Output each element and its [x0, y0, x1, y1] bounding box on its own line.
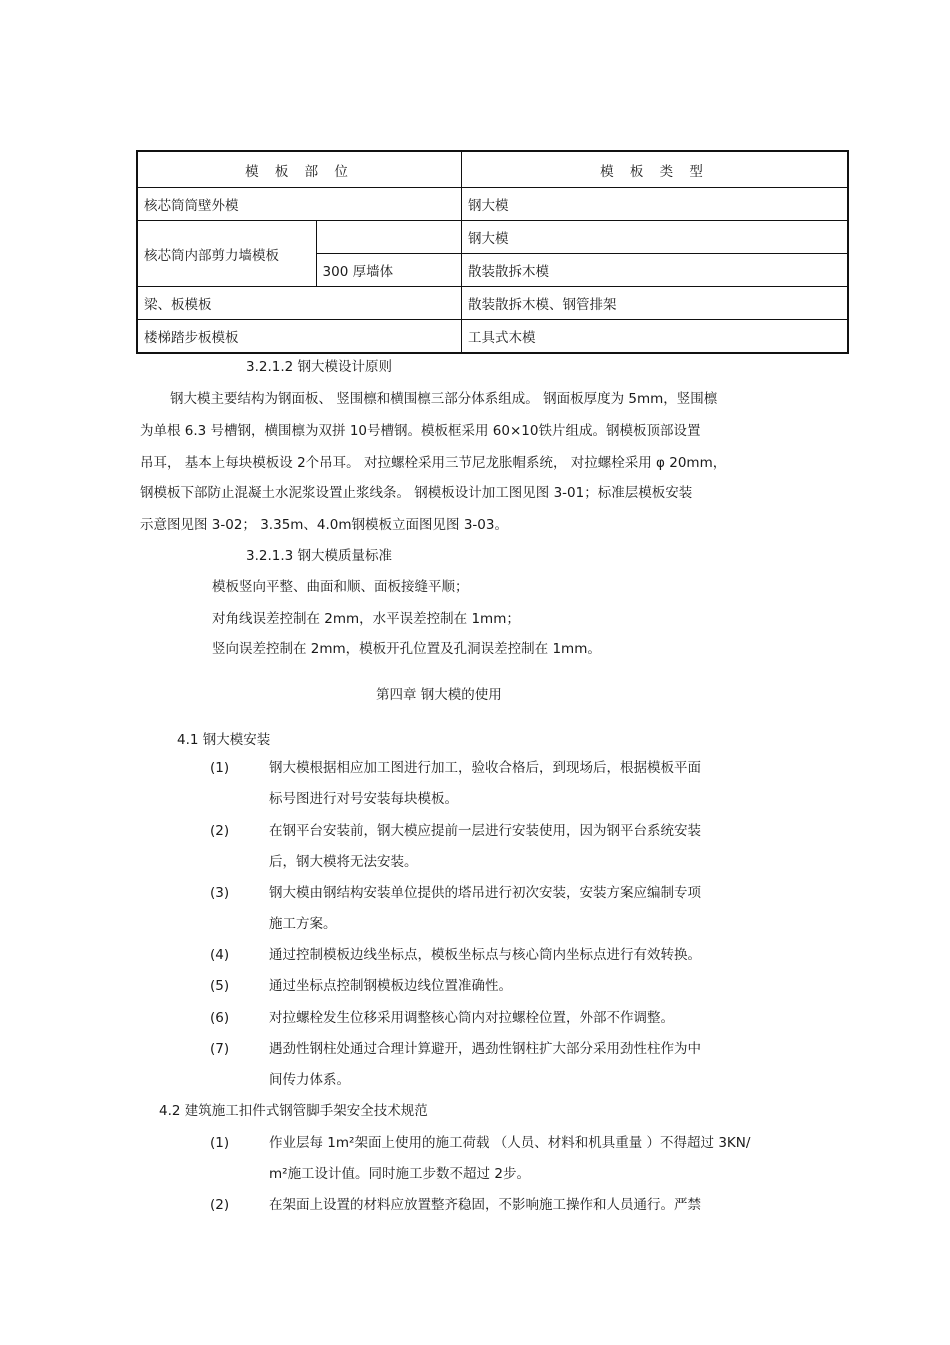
section-heading: 4.2 建筑施工扣件式钢管脚手架安全技术规范: [159, 1103, 428, 1119]
table-header-part: 模 板 部 位: [137, 151, 462, 188]
table-cell-type: 工具式木模: [462, 320, 849, 354]
list-item-text: 对拉螺栓发生位移采用调整核心筒内对拉螺栓位置，外部不作调整。: [269, 1010, 674, 1026]
list-item-number: (2): [210, 823, 230, 839]
list-item-number: (1): [210, 1135, 230, 1151]
list-item-number: (1): [210, 760, 230, 776]
paragraph-line: 钢模板下部防止混凝土水泥浆设置止浆线条。 钢模板设计加工图见图 3-01；标准层模板安装: [140, 485, 693, 501]
table-cell-part: 梁、板模板: [137, 287, 462, 320]
table-cell-type: 散装散拆木模、钢管排架: [462, 287, 849, 320]
list-item-text: 间传力体系。: [269, 1072, 350, 1088]
list-item-number: (5): [210, 978, 230, 994]
list-item-text: 遇劲性钢柱处通过合理计算避开，遇劲性钢柱扩大部分采用劲性柱作为中: [269, 1041, 701, 1057]
list-item-number: (3): [210, 885, 230, 901]
list-item-number: (6): [210, 1010, 230, 1026]
table-cell-type: 钢大模: [462, 221, 849, 254]
table-cell-part: 核芯筒筒壁外模: [137, 188, 462, 221]
table-cell-part: 楼梯踏步板模板: [137, 320, 462, 354]
section-heading: 3.2.1.3 钢大模质量标准: [246, 548, 393, 564]
table-cell-type: 散装散拆木模: [462, 254, 849, 287]
list-item-number: (2): [210, 1197, 230, 1213]
paragraph-line: 竖向误差控制在 2mm，模板开孔位置及孔洞误差控制在 1mm。: [212, 641, 601, 657]
paragraph-line: 吊耳， 基本上每块模板设 2个吊耳。 对拉螺栓采用三节尼龙胀帽系统， 对拉螺栓采用 φ 20mm，: [140, 455, 727, 471]
list-item-text: 通过控制模板边线坐标点，模板坐标点与核心筒内坐标点进行有效转换。: [269, 947, 701, 963]
list-item-text: 在架面上设置的材料应放置整齐稳固，不影响施工操作和人员通行。严禁: [269, 1197, 701, 1213]
paragraph-line: 对角线误差控制在 2mm，水平误差控制在 1mm；: [212, 611, 520, 627]
list-item-text: 钢大模根据相应加工图进行加工，验收合格后，到现场后，根据模板平面: [269, 760, 701, 776]
list-item-text: 后，钢大模将无法安装。: [269, 854, 418, 870]
list-item-text: 通过坐标点控制钢模板边线位置准确性。: [269, 978, 512, 994]
list-item-text: 作业层每 1m²架面上使用的施工荷载 （人员、材料和机具重量 ）不得超过 3KN/: [269, 1135, 751, 1151]
formwork-table: [136, 150, 849, 354]
list-item-number: (7): [210, 1041, 230, 1057]
table-cell-part: 核芯筒内部剪力墙模板: [137, 221, 316, 287]
list-item-text: 钢大模由钢结构安装单位提供的塔吊进行初次安装，安装方案应编制专项: [269, 885, 701, 901]
paragraph-line: 模板竖向平整、曲面和顺、面板接缝平顺；: [212, 579, 469, 595]
list-item-text: 标号图进行对号安装每块模板。: [269, 791, 458, 807]
paragraph-line: 示意图见图 3-02； 3.35m、4.0m钢模板立面图见图 3-03。: [140, 517, 508, 533]
table-cell-sub: [316, 221, 461, 254]
list-item-number: (4): [210, 947, 230, 963]
section-heading: 3.2.1.2 钢大模设计原则: [246, 359, 393, 375]
paragraph-line: 钢大模主要结构为钢面板、 竖围檩和横围檩三部分体系组成。 钢面板厚度为 5mm，竖围檩: [170, 391, 718, 407]
list-item-text: m²施工设计值。同时施工步数不超过 2步。: [269, 1166, 530, 1182]
section-heading: 4.1 钢大模安装: [177, 732, 271, 748]
list-item-text: 施工方案。: [269, 916, 337, 932]
list-item-text: 在钢平台安装前，钢大模应提前一层进行安装使用，因为钢平台系统安装: [269, 823, 701, 839]
chapter-title: 第四章 钢大模的使用: [376, 687, 502, 703]
table-cell-sub: 300 厚墙体: [316, 254, 461, 287]
table-cell-type: 钢大模: [462, 188, 849, 221]
table-header-type: 模 板 类 型: [462, 151, 849, 188]
paragraph-line: 为单根 6.3 号槽钢，横围檩为双拼 10号槽钢。模板框采用 60×10铁片组成。钢模板顶部设置: [140, 423, 701, 439]
